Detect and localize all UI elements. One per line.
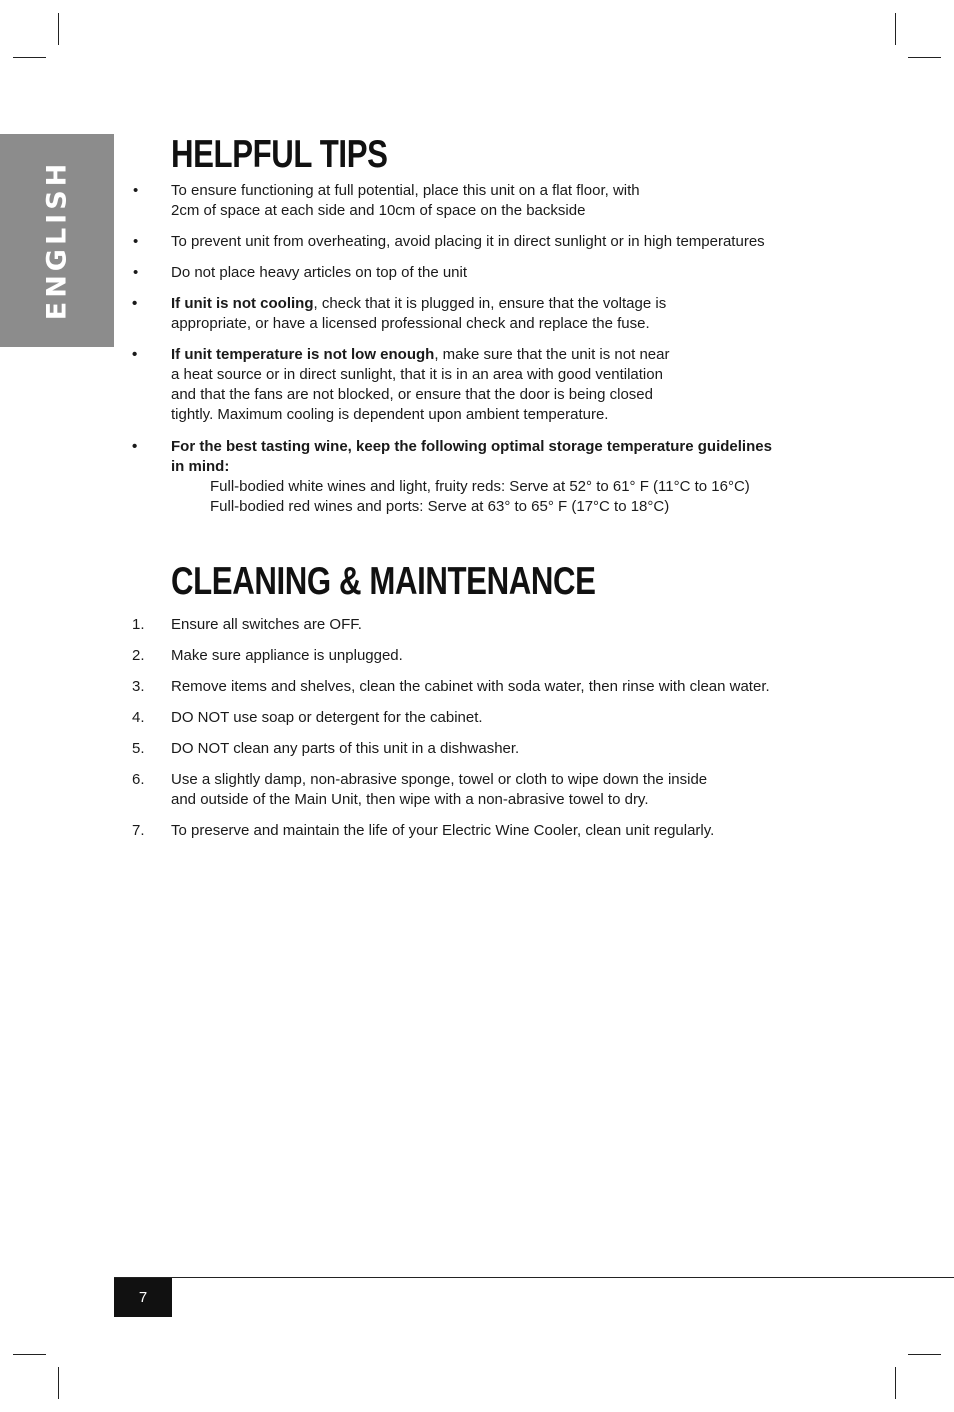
step-line: DO NOT clean any parts of this unit in a dishwasher.	[171, 740, 520, 757]
step-line: Use a slightly damp, non-abrasive sponge, towel or cloth to wipe down the inside	[171, 771, 708, 788]
tip-line: To ensure functioning at full potential, place this unit on a flat floor, with	[171, 182, 640, 199]
cleaning-maintenance-heading: CLEANING & MAINTENANCE	[171, 560, 596, 603]
temperature-guideline: Full-bodied white wines and light, fruity reds: Serve at 52° to 61° F (11°C to 16°C)	[210, 478, 750, 495]
bullet-icon: •	[132, 346, 138, 363]
tip-line: , check that it is plugged in, ensure that the voltage is	[313, 295, 667, 312]
crop-mark	[58, 1367, 59, 1399]
crop-mark	[908, 57, 941, 58]
list-number: 1.	[132, 616, 145, 633]
step-line: Remove items and shelves, clean the cabinet with soda water, then rinse with clean water.	[171, 678, 770, 695]
step-line: Make sure appliance is unplugged.	[171, 647, 403, 664]
language-tab-label: ENGLISH	[41, 159, 73, 321]
step-line: To preserve and maintain the life of your Electric Wine Cooler, clean unit regularly.	[171, 822, 715, 839]
tip-line: a heat source or in direct sunlight, that it is in an area with good ventilation	[171, 366, 663, 383]
list-number: 7.	[132, 822, 145, 839]
footer-rule	[114, 1277, 954, 1278]
bullet-icon: •	[133, 264, 139, 281]
step-line: Ensure all switches are OFF.	[171, 616, 362, 633]
tip-line: To prevent unit from overheating, avoid placing it in direct sunlight or in high temperatures	[171, 233, 765, 250]
crop-mark	[895, 1367, 896, 1399]
crop-mark	[58, 13, 59, 45]
list-number: 2.	[132, 647, 145, 664]
tip-line: tightly. Maximum cooling is dependent upon ambient temperature.	[171, 406, 609, 423]
tip-line: 2cm of space at each side and 10cm of space on the backside	[171, 202, 586, 219]
list-number: 4.	[132, 709, 145, 726]
list-number: 3.	[132, 678, 145, 695]
tip-bold-lead: If unit temperature is not low enough	[171, 346, 435, 363]
tip-bold-lead: in mind:	[171, 458, 230, 475]
temperature-guideline: Full-bodied red wines and ports: Serve at 63° to 65° F (17°C to 18°C)	[210, 498, 670, 515]
step-line: and outside of the Main Unit, then wipe with a non-abrasive towel to dry.	[171, 791, 649, 808]
bullet-icon: •	[132, 438, 138, 455]
tip-line: Do not place heavy articles on top of the unit	[171, 264, 468, 281]
crop-mark	[908, 1354, 941, 1355]
bullet-icon: •	[132, 295, 138, 312]
tip-line: and that the fans are not blocked, or ensure that the door is being closed	[171, 386, 653, 403]
page-number: 7	[114, 1278, 172, 1317]
helpful-tips-heading: HELPFUL TIPS	[171, 133, 388, 176]
language-tab	[0, 134, 114, 347]
tip-bold-lead: If unit is not cooling	[171, 295, 314, 312]
tip-line: appropriate, or have a licensed professional check and replace the fuse.	[171, 315, 650, 332]
crop-mark	[13, 1354, 46, 1355]
tip-bold-lead: For the best tasting wine, keep the following optimal storage temperature guidelines	[171, 438, 772, 455]
list-number: 6.	[132, 771, 145, 788]
step-line: DO NOT use soap or detergent for the cabinet.	[171, 709, 483, 726]
list-number: 5.	[132, 740, 145, 757]
tip-line: , make sure that the unit is not near	[434, 346, 670, 363]
bullet-icon: •	[133, 233, 139, 250]
crop-mark	[13, 57, 46, 58]
bullet-icon: •	[133, 182, 139, 199]
crop-mark	[895, 13, 896, 45]
